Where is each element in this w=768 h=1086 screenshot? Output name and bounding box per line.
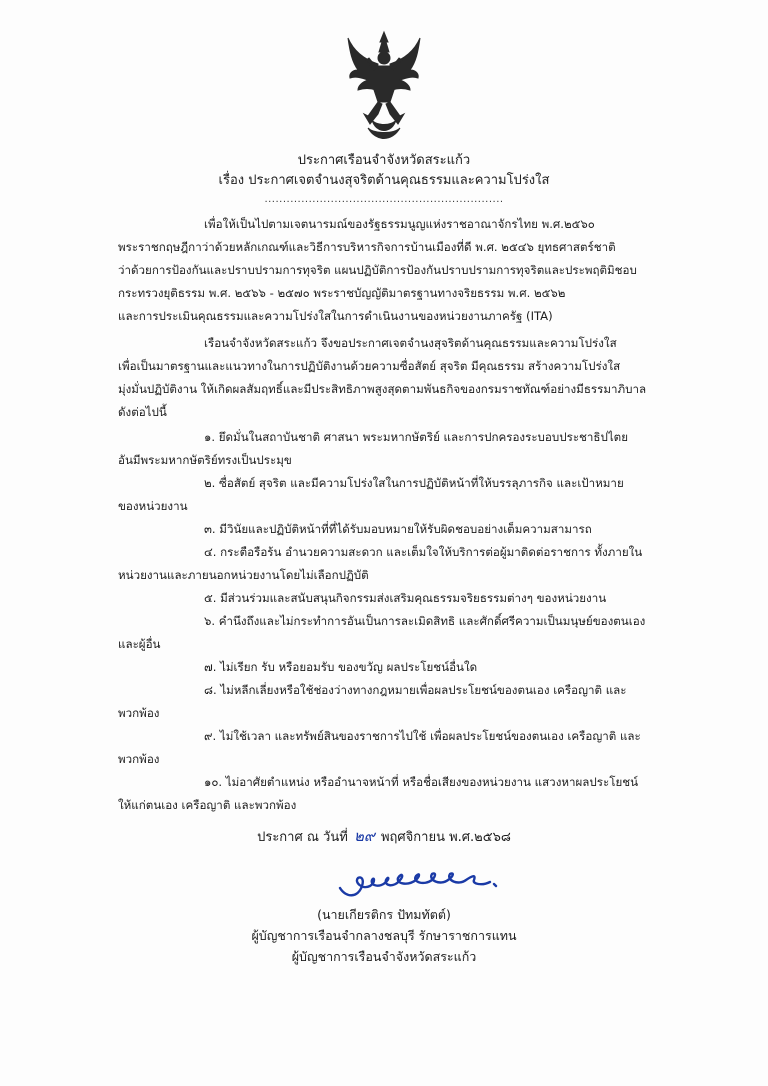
list-item: ๘. ไม่หลีกเลี่ยงหรือใช้ช่องว่างทางกฎหมายเพื่อผลประโยชน์ของตนเอง เครือญาติ และ	[204, 683, 627, 697]
list-item: ๙. ไม่ใช้เวลา และทรัพย์สินของราชการไปใช้ เพื่อผลประโยชน์ของตนเอง เครือญาติ และ	[204, 729, 641, 743]
list-item-continuation: พวกพ้อง	[118, 752, 160, 766]
signatory-position: ผู้บัญชาการเรือนจำจังหวัดสระแก้ว	[291, 949, 477, 964]
list-item-continuation: ของหน่วยงาน	[118, 499, 188, 513]
list-item-continuation: และผู้อื่น	[118, 637, 161, 651]
list-item: ๒. ซื่อสัตย์ สุจริต และมีความโปร่งใสในการปฏิบัติหน้าที่ให้บรรลุภารกิจ และเป้าหมาย	[204, 476, 624, 490]
list-item: ๑. ยึดมั่นในสถาบันชาติ ศาสนา พระมหากษัตริย์ และการปกครองระบอบประชาธิปไตย	[204, 430, 629, 444]
list-item: ๖. คำนึงถึงและไม่กระทำการอันเป็นการละเมิดสิทธิ และศักดิ์ศรีความเป็นมนุษย์ของตนเอง	[204, 614, 646, 628]
document-title: ประกาศเรือนจำจังหวัดสระแก้ว	[297, 153, 471, 168]
intro-line: พระราชกฤษฎีกาว่าด้วยหลักเกณฑ์และวิธีการบริหารกิจการบ้านเมืองที่ดี พ.ศ. ๒๕๔๖ ยุทธศาสตร์ชาติ	[118, 240, 616, 254]
list-item-continuation: ให้แก่ตนเอง เครือญาติ และพวกพ้อง	[118, 798, 297, 812]
list-item: ๗. ไม่เรียก รับ หรือยอมรับ ของขวัญ ผลประโยชน์อื่นใด	[204, 660, 478, 674]
declaration-line: เรือนจำจังหวัดสระแก้ว จึงขอประกาศเจตจำนงสุจริตด้านคุณธรรมและความโปร่งใส	[204, 336, 617, 350]
signatory-position: ผู้บัญชาการเรือนจำกลางชลบุรี รักษาราชการแทน	[251, 928, 517, 943]
declaration-line: เพื่อเป็นมาตรฐานและแนวทางในการปฏิบัติงานด้วยความซื่อสัตย์ สุจริต มีคุณธรรม สร้างความโปร่งใส	[118, 359, 621, 373]
garuda-emblem-icon	[344, 30, 424, 142]
date-prefix: ประกาศ ณ วันที่	[257, 830, 348, 845]
intro-line: ว่าด้วยการป้องกันและปราบปรามการทุจริต แผนปฏิบัติการป้องกันปราบปรามการทุจริตและประพฤติมิชอบ	[118, 263, 637, 277]
document-subject: เรื่อง ประกาศเจตจำนงสุจริตด้านคุณธรรมและความโปร่งใส	[218, 173, 550, 188]
announcement-date	[0, 826, 768, 848]
list-item: ๓. มีวินัยและปฏิบัติหน้าที่ที่ได้รับมอบหมายให้รับผิดชอบอย่างเต็มความสามารถ	[204, 522, 592, 536]
list-item: ๕. มีส่วนร่วมและสนับสนุนกิจกรรมส่งเสริมคุณธรรมจริยธรรมต่างๆ ของหน่วยงาน	[204, 591, 607, 605]
declaration-line: ดังต่อไปนี้	[118, 405, 167, 419]
title-separator: .................................................................	[264, 194, 504, 205]
list-item-continuation: อันมีพระมหากษัตริย์ทรงเป็นประมุข	[118, 453, 292, 467]
declaration-line: มุ่งมั่นปฏิบัติงาน ให้เกิดผลสัมฤทธิ์และมีประสิทธิภาพสูงสุดตามพันธกิจของกรมราชทัณฑ์อย่างมีธรรมาภิบาล	[118, 382, 647, 396]
signatory-name: (นายเกียรติกร ปัทมทัตต์)	[317, 907, 451, 922]
list-item: ๔. กระตือรือร้น อำนวยความสะดวก และเต็มใจให้บริการต่อผู้มาติดต่อราชการ ทั้งภายใน	[204, 545, 643, 559]
intro-line: กระทรวงยุติธรรม พ.ศ. ๒๕๖๖ - ๒๕๗๐ พระราชบัญญัติมาตรฐานทางจริยธรรม พ.ศ. ๒๕๖๒	[118, 286, 566, 300]
date-day: ๒๙	[353, 827, 375, 845]
intro-line: และการประเมินคุณธรรมและความโปร่งใสในการดำเนินงานของหน่วยงานภาครัฐ (ITA)	[118, 309, 553, 323]
list-item-continuation: พวกพ้อง	[118, 706, 160, 720]
list-item: ๑๐. ไม่อาศัยตำแหน่ง หรืออำนาจหน้าที่ หรือชื่อเสียงของหน่วยงาน แสวงหาผลประโยชน์	[204, 775, 639, 789]
date-suffix: พฤศจิกายน พ.ศ.๒๕๖๘	[380, 830, 511, 845]
intro-line: เพื่อให้เป็นไปตามเจตนารมณ์ของรัฐธรรมนูญแห่งราชอาณาจักรไทย พ.ศ.๒๕๖๐	[204, 217, 595, 231]
list-item-continuation: หน่วยงานและภายนอกหน่วยงานโดยไม่เลือกปฏิบัติ	[118, 568, 369, 582]
handwritten-signature	[336, 868, 504, 902]
